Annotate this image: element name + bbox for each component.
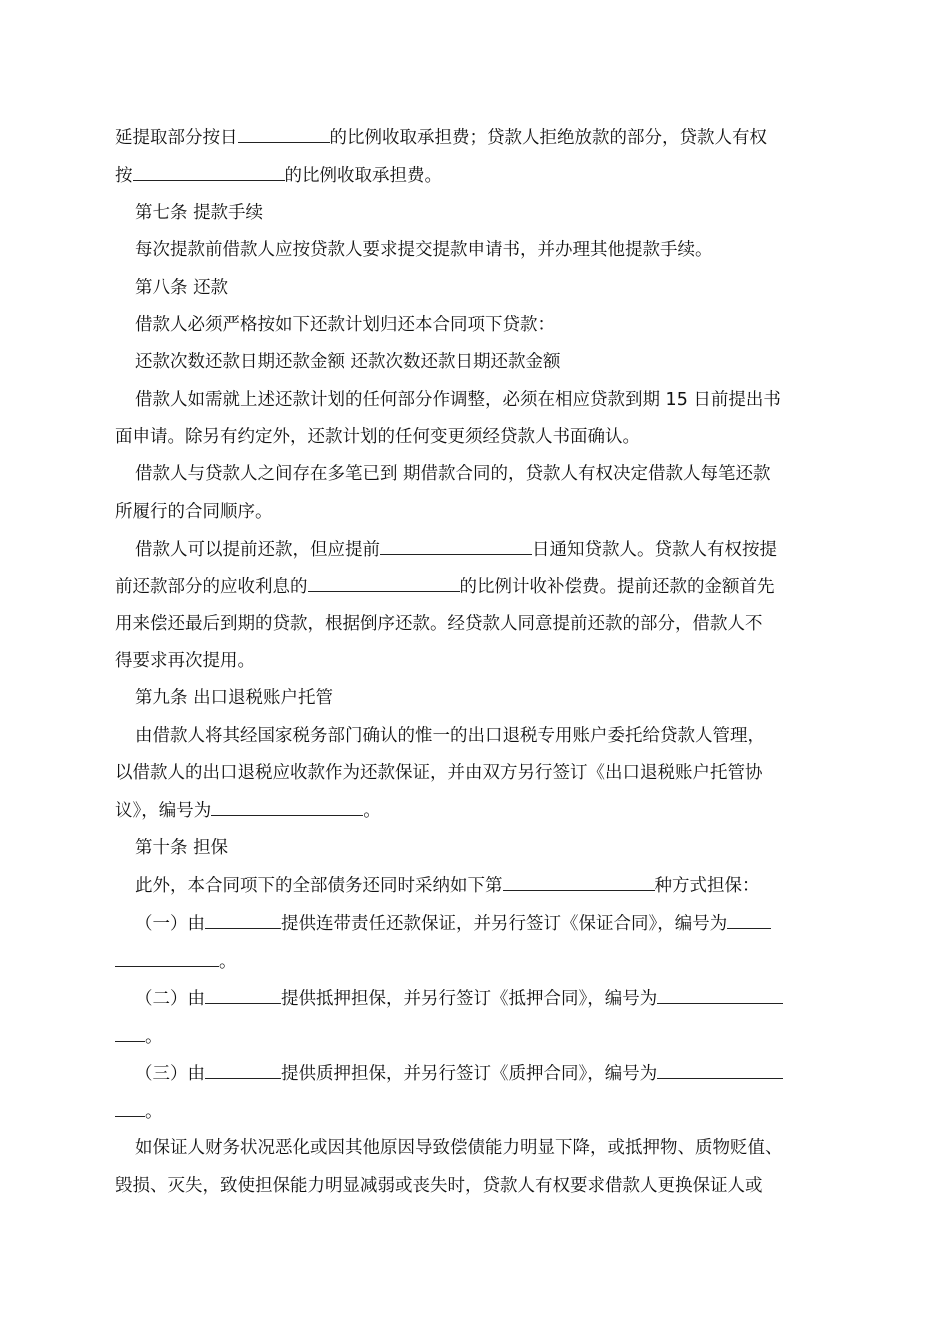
text-line bbox=[135, 910, 950, 937]
text-segment: 第九条 出口退税账户托管 bbox=[135, 688, 334, 708]
text-segment: 种方式担保： bbox=[654, 876, 760, 896]
text-line bbox=[115, 124, 950, 151]
fill-in-blank bbox=[503, 872, 655, 891]
article-heading bbox=[135, 200, 950, 226]
text-line bbox=[135, 872, 950, 899]
text-segment: 还款次数还款日期还款金额 还款次数还款日期还款金额 bbox=[135, 352, 561, 372]
text-segment: 借款人如需就上述还款计划的任何部分作调整，必须在相应贷款到期 15 日前提出书 bbox=[135, 390, 781, 410]
text-line bbox=[115, 1023, 950, 1050]
text-line bbox=[115, 424, 950, 450]
text-segment: 。 bbox=[219, 952, 237, 972]
text-line bbox=[115, 948, 950, 975]
text-line bbox=[115, 760, 950, 786]
text-line bbox=[135, 349, 950, 375]
text-segment: 由借款人将其经国家税务部门确认的惟一的出口退税专用账户委托给贷款人管理， bbox=[135, 726, 765, 746]
text-segment: 提供连带责任还款保证，并另行签订《保证合同》，编号为 bbox=[281, 914, 728, 934]
text-line bbox=[135, 312, 950, 338]
text-segment: 前还款部分的应收利息的 bbox=[115, 577, 308, 597]
text-line bbox=[115, 499, 950, 525]
text-segment: 第十条 担保 bbox=[135, 838, 229, 858]
fill-in-blank bbox=[727, 910, 771, 929]
text-line bbox=[115, 797, 950, 824]
text-segment: 第八条 还款 bbox=[135, 278, 229, 298]
article-heading bbox=[135, 835, 950, 861]
text-segment: 第七条 提款手续 bbox=[135, 203, 264, 223]
text-line bbox=[115, 1173, 950, 1199]
article-heading bbox=[135, 685, 950, 711]
text-segment: 借款人与贷款人之间存在多笔已到 期借款合同的，贷款人有权决定借款人每笔还款 bbox=[135, 464, 771, 484]
fill-in-blank bbox=[308, 573, 460, 592]
text-line bbox=[135, 985, 950, 1012]
text-segment: （一）由 bbox=[135, 914, 205, 934]
text-segment: 提供抵押担保，并另行签订《抵押合同》，编号为 bbox=[281, 989, 658, 1009]
text-segment: 借款人可以提前还款，但应提前 bbox=[135, 540, 380, 560]
text-line bbox=[135, 536, 950, 563]
fill-in-blank bbox=[657, 985, 783, 1004]
text-line bbox=[135, 387, 950, 413]
text-segment: 面申请。除另有约定外，还款计划的任何变更须经贷款人书面确认。 bbox=[115, 427, 640, 447]
fill-in-blank bbox=[115, 1023, 145, 1042]
fill-in-blank bbox=[380, 536, 532, 555]
text-segment: 。 bbox=[363, 801, 381, 821]
text-segment: 每次提款前借款人应按贷款人要求提交提款申请书，并办理其他提款手续。 bbox=[135, 240, 713, 260]
text-line bbox=[115, 162, 950, 189]
fill-in-blank bbox=[115, 948, 219, 967]
fill-in-blank bbox=[211, 797, 363, 816]
fill-in-blank bbox=[238, 124, 330, 143]
text-segment: 如保证人财务状况恶化或因其他原因导致偿债能力明显下降，或抵押物、质物贬值、 bbox=[135, 1138, 783, 1158]
fill-in-blank bbox=[205, 1060, 281, 1079]
article-heading bbox=[135, 275, 950, 301]
text-segment: 议》，编号为 bbox=[115, 801, 212, 821]
text-line bbox=[135, 461, 950, 487]
text-line bbox=[135, 1135, 950, 1161]
text-segment: 按 bbox=[115, 166, 133, 186]
text-line bbox=[115, 648, 950, 674]
text-segment: 借款人必须严格按如下还款计划归还本合同项下贷款： bbox=[135, 315, 555, 335]
text-line bbox=[115, 1098, 950, 1125]
text-segment: 此外，本合同项下的全部债务还同时采纳如下第 bbox=[135, 876, 503, 896]
text-segment: 。 bbox=[145, 1027, 163, 1047]
text-line bbox=[115, 573, 950, 600]
text-segment: 的比例收取承担费；贷款人拒绝放款的部分，贷款人有权 bbox=[329, 128, 767, 148]
text-line bbox=[135, 723, 950, 749]
text-segment: 得要求再次提用。 bbox=[115, 651, 255, 671]
text-line bbox=[115, 611, 950, 637]
text-segment: 日通知贷款人。贷款人有权按提 bbox=[532, 540, 777, 560]
text-segment: 以借款人的出口退税应收款作为还款保证，并由双方另行签订《出口退税账户托管协 bbox=[115, 763, 763, 783]
fill-in-blank bbox=[205, 985, 281, 1004]
fill-in-blank bbox=[115, 1098, 145, 1117]
text-segment: 所履行的合同顺序。 bbox=[115, 502, 273, 522]
text-line bbox=[135, 237, 950, 263]
fill-in-blank bbox=[657, 1060, 783, 1079]
fill-in-blank bbox=[133, 162, 285, 181]
text-segment: 的比例计收补偿费。提前还款的金额首先 bbox=[459, 577, 775, 597]
text-segment: （二）由 bbox=[135, 989, 205, 1009]
text-segment: （三）由 bbox=[135, 1064, 205, 1084]
text-segment: 的比例收取承担费。 bbox=[284, 166, 442, 186]
fill-in-blank bbox=[205, 910, 281, 929]
text-line bbox=[135, 1060, 950, 1087]
text-segment: 提供质押担保，并另行签订《质押合同》，编号为 bbox=[281, 1064, 658, 1084]
text-segment: 毁损、灭失，致使担保能力明显减弱或丧失时，贷款人有权要求借款人更换保证人或 bbox=[115, 1176, 763, 1196]
text-segment: 。 bbox=[145, 1102, 163, 1122]
text-segment: 用来偿还最后到期的贷款，根据倒序还款。经贷款人同意提前还款的部分，借款人不 bbox=[115, 614, 763, 634]
text-segment: 延提取部分按日 bbox=[115, 128, 238, 148]
